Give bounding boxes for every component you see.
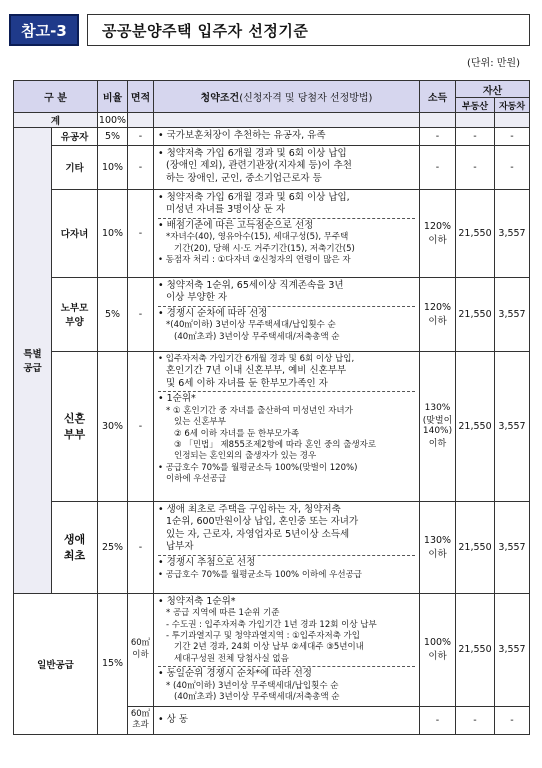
cond-line: 있는 신혼부부 [174, 417, 226, 428]
cond-line: 하는 장애인, 군인, 중소기업근로자 등 [166, 172, 322, 184]
cond-line: 이하에 우선공급 [166, 474, 227, 485]
area-saengae: - [128, 501, 154, 593]
col-condition [154, 81, 420, 113]
row-sinhon [14, 351, 530, 501]
row-ilban-small [14, 593, 530, 706]
cond-line: • 청약저축 1순위, 65세이상 직계존속을 3년 [158, 279, 344, 291]
cond-line: 미성년 자녀를 3명이상 둔 자 [166, 204, 286, 216]
car-ilban-large: - [495, 706, 530, 734]
cond-dajanyeo [154, 189, 420, 277]
row-saengae [14, 501, 530, 593]
cond-nobumo [154, 277, 420, 351]
cond-line: * (40㎡이하) 3년이상 무주택세대/납입횟수 순 [166, 680, 339, 691]
cond-line: 납부자 [166, 541, 194, 553]
ratio-gita: 10% [98, 145, 128, 189]
area-nobumo: - [128, 277, 154, 351]
car-ilban-small: 3,557 [495, 593, 530, 706]
cond-line: • 입주자저축 가입기간 6개월 경과 및 6회 이상 납입, [158, 353, 355, 364]
re-sinhon: 21,550 [456, 351, 495, 501]
col-area: 면적 [128, 81, 154, 113]
label-saengae: 생애 최초 [52, 501, 98, 593]
cond-yugongja [154, 128, 420, 146]
label-sinhon: 신혼 부부 [52, 351, 98, 501]
cond-ilban-small [154, 593, 420, 706]
cond-line: • 동일순위 경쟁시 순차*에 따라 선정 [158, 666, 415, 681]
col-ratio: 비율 [98, 81, 128, 113]
car-nobumo: 3,557 [495, 277, 530, 351]
cond-line: • 공급호수 70%를 월평균소득 100%(맞벌이 120%) [158, 462, 358, 473]
income-dajanyeo: 120% 이하 [420, 189, 456, 277]
label-gita: 기타 [52, 145, 98, 189]
selection-criteria-table [13, 80, 530, 735]
cond-line: 혼인기간 7년 이내 신혼부부, 예비 신혼부부 [166, 365, 347, 376]
cond-line: • 상 동 [158, 713, 188, 725]
col-real-estate: 부동산 [456, 98, 495, 113]
cond-line: 기간(20), 당해 시·도 거주기간(15), 저축기간(5) [174, 243, 355, 254]
re-saengae: 21,550 [456, 501, 495, 593]
cond-line: * 공급 지역에 따른 1순위 기준 [166, 608, 280, 619]
page-title: 공공분양주택 입주자 선정기준 [87, 14, 530, 46]
car-sinhon: 3,557 [495, 351, 530, 501]
row-dajanyeo [14, 189, 530, 277]
cond-line: • 배점기준에 따른 고득점순으로 선정 [158, 218, 415, 233]
re-ilban-small: 21,550 [456, 593, 495, 706]
ratio-ilban: 15% [98, 593, 128, 734]
ratio-yugongja: 5% [98, 128, 128, 146]
cond-line: • 국가보훈처장이 추천하는 유공자, 유족 [158, 130, 326, 141]
col-income: 소득 [420, 81, 456, 113]
ratio-sinhon: 30% [98, 351, 128, 501]
ratio-dajanyeo: 10% [98, 189, 128, 277]
income-gita: - [420, 145, 456, 189]
area-ilban-small: 60㎡ 이하 [128, 593, 154, 706]
cond-line: (장애인 제외), 관련기관장(지자체 등)이 추천 [166, 160, 352, 172]
total-label: 계 [14, 113, 98, 128]
label-dajanyeo: 다자녀 [52, 189, 98, 277]
cond-line: • 청약저축 가입 6개월 경과 및 6회 이상 납입 [158, 147, 347, 159]
cond-gita [154, 145, 420, 189]
header [9, 14, 530, 46]
re-dajanyeo: 21,550 [456, 189, 495, 277]
row-yugongja [14, 128, 530, 146]
cond-line: • 경쟁시 추첨으로 선정 [158, 555, 415, 570]
label-nobumo: 노부모 부양 [52, 277, 98, 351]
cond-line: • 생애 최초로 주택을 구입하는 자, 청약저축 [158, 503, 341, 515]
unit-note: (단위: 만원) [467, 58, 520, 69]
cond-line: • 1순위* [158, 391, 415, 406]
cond-line: ③ 「민법」 제855조제2항에 따라 혼인 중의 출생자로 [174, 440, 377, 450]
col-category: 구 분 [14, 81, 98, 113]
cond-line: 인정되는 혼인외의 출생자가 있는 경우 [174, 451, 317, 462]
cond-line: 있는 자, 근로자, 자영업자로 5년이상 소득세 [166, 528, 350, 540]
cond-saengae [154, 501, 420, 593]
cond-line: *(40㎡이하) 3년이상 무주택세대/납입횟수 순 [166, 320, 336, 331]
car-saengae: 3,557 [495, 501, 530, 593]
row-nobumo [14, 277, 530, 351]
cond-line: ② 6세 이하 자녀를 둔 한부모가족 [174, 428, 300, 439]
re-gita: - [456, 145, 495, 189]
cond-sinhon [154, 351, 420, 501]
label-ilban: 일반공급 [14, 593, 98, 734]
cond-line: • 공급호수 70%를 월평균소득 100% 이하에 우선공급 [158, 569, 363, 580]
total-row [14, 113, 530, 128]
car-yugongja: - [495, 128, 530, 146]
cond-line: 이상 부양한 자 [166, 292, 228, 304]
cond-line: 기간 2년 경과, 24회 이상 납부 ②세대주 ③5년이내 [174, 642, 364, 653]
re-ilban-large: - [456, 706, 495, 734]
cond-line: *자녀수(40), 영유아수(15), 세대구성(5), 무주택 [166, 232, 349, 243]
income-yugongja: - [420, 128, 456, 146]
col-condition-sub: (신청자격 및 당첨자 선정방법) [239, 93, 373, 104]
area-gita: - [128, 145, 154, 189]
cond-line: • 청약저축 1순위* [158, 595, 236, 607]
car-dajanyeo: 3,557 [495, 189, 530, 277]
total-ratio: 100% [98, 114, 127, 126]
cond-line: * ① 혼인기간 중 자녀를 출산하여 미성년인 자녀가 [166, 405, 353, 416]
area-yugongja: - [128, 128, 154, 146]
col-assets: 자산 [456, 81, 530, 98]
row-gita [14, 145, 530, 189]
reference-tag: 참고-3 [9, 14, 79, 46]
cond-line: 1순위, 600만원이상 납입, 혼인중 또는 자녀가 [166, 516, 359, 528]
income-ilban-large: - [420, 706, 456, 734]
ratio-nobumo: 5% [98, 277, 128, 351]
cond-line: • 청약저축 가입 6개월 경과 및 6회 이상 납입, [158, 191, 350, 203]
cond-line: 및 6세 이하 자녀를 둔 한부모가족인 자 [166, 377, 328, 389]
ratio-saengae: 25% [98, 501, 128, 593]
income-nobumo: 120% 이하 [420, 277, 456, 351]
area-ilban-large: 60㎡ 초과 [128, 706, 154, 734]
re-yugongja: - [456, 128, 495, 146]
cond-ilban-large [154, 706, 420, 734]
income-sinhon: 130% (맞벌이 140%) 이하 [420, 351, 456, 501]
cond-line: (40㎡초과) 3년이상 무주택세대/저축총액 순 [174, 331, 340, 342]
car-gita: - [495, 145, 530, 189]
label-yugongja: 유공자 [52, 128, 98, 146]
re-nobumo: 21,550 [456, 277, 495, 351]
income-ilban-small: 100% 이하 [420, 593, 456, 706]
cond-line: • 동점자 처리 : ①다자녀 ②신청자의 연령이 많은 자 [158, 255, 351, 266]
cond-line: (40㎡초과) 3년이상 무주택세대/저축총액 순 [174, 692, 340, 703]
cond-line: - 수도권 : 입주자저축 가입기간 1년 경과 12회 이상 납부 [166, 619, 377, 630]
cond-line: • 경쟁시 순차에 따라 선정 [158, 306, 415, 321]
col-condition-label: 청약조건 [200, 93, 240, 104]
col-car: 자동차 [495, 98, 530, 113]
area-sinhon: - [128, 351, 154, 501]
area-dajanyeo: - [128, 189, 154, 277]
cond-line: - 투기과열지구 및 청약과열지역 : ①입주자저축 가입 [166, 631, 360, 641]
cond-line: 세대구성원 전체 당첨사실 없음 [174, 653, 289, 664]
income-saengae: 130% 이하 [420, 501, 456, 593]
special-supply-label: 특별 공급 [14, 128, 52, 594]
